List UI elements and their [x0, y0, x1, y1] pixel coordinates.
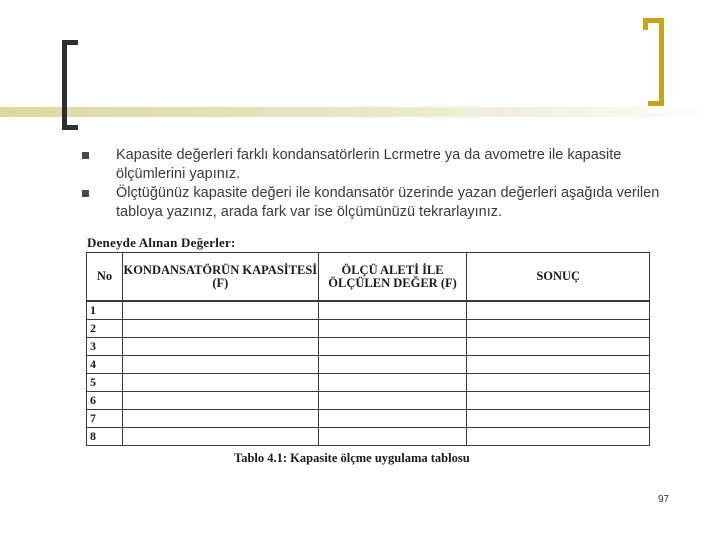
decorative-bracket-right	[648, 18, 664, 106]
measurement-table	[86, 252, 650, 446]
table-row	[87, 410, 650, 428]
row-number: 8	[87, 428, 123, 446]
bullet-square-icon	[82, 190, 89, 197]
table-row	[87, 374, 650, 392]
cell-result	[467, 428, 650, 446]
table-section-title: Deneyde Alınan Değerler:	[87, 235, 236, 250]
cell-measured	[318, 338, 467, 356]
row-number: 6	[87, 392, 123, 410]
table-row	[87, 428, 650, 446]
decorative-bar	[0, 107, 720, 117]
cell-capacitance	[122, 410, 318, 428]
decorative-bracket-right-tab	[643, 18, 648, 30]
table-caption: Tablo 4.1: Kapasite ölçme uygulama tablosu	[234, 451, 470, 465]
row-number: 2	[87, 320, 123, 338]
table-row	[87, 338, 650, 356]
header-measured-value: ÖLÇÜ ALETİ İLE ÖLÇÜLEN DEĞER (F)	[318, 253, 467, 302]
cell-result	[467, 374, 650, 392]
page-number: 97	[658, 494, 670, 505]
cell-measured	[318, 374, 467, 392]
cell-measured	[318, 301, 467, 320]
cell-capacitance	[122, 338, 318, 356]
header-result: SONUÇ	[467, 253, 650, 302]
cell-result	[467, 410, 650, 428]
cell-capacitance	[122, 320, 318, 338]
table-header-row	[87, 253, 650, 302]
cell-measured	[318, 392, 467, 410]
table-row	[87, 301, 650, 320]
bullet-list	[80, 146, 680, 222]
cell-result	[467, 338, 650, 356]
cell-measured	[318, 356, 467, 374]
row-number: 3	[87, 338, 123, 356]
cell-capacitance	[122, 392, 318, 410]
row-number: 4	[87, 356, 123, 374]
row-number: 1	[87, 301, 123, 320]
cell-result	[467, 356, 650, 374]
cell-result	[467, 320, 650, 338]
bullet-item	[80, 184, 680, 222]
bullet-square-icon	[82, 152, 89, 159]
header-capacitance: KONDANSATÖRÜN KAPASİTESİ (F)	[122, 253, 318, 302]
table-row	[87, 356, 650, 374]
cell-capacitance	[122, 301, 318, 320]
cell-result	[467, 392, 650, 410]
bullet-text: Kapasite değerleri farklı kondansatörlerin Lcrmetre ya da avometre ile kapasite ölçümlerini yapınız.	[116, 147, 622, 182]
measurement-table-figure	[84, 235, 680, 470]
table-row	[87, 320, 650, 338]
cell-capacitance	[122, 428, 318, 446]
row-number: 5	[87, 374, 123, 392]
cell-capacitance	[122, 356, 318, 374]
cell-result	[467, 301, 650, 320]
cell-measured	[318, 320, 467, 338]
table-row	[87, 392, 650, 410]
cell-measured	[318, 428, 467, 446]
header-no: No	[87, 253, 123, 302]
cell-measured	[318, 410, 467, 428]
decorative-bracket-left	[62, 40, 78, 130]
cell-capacitance	[122, 374, 318, 392]
bullet-text: Ölçtüğünüz kapasite değeri ile kondansatör üzerinde yazan değerleri aşağıda verilen tabloya yazınız, arada fark var ise ölçümünüzü tekrarlayınız.	[116, 185, 660, 220]
bullet-item	[80, 146, 680, 184]
row-number: 7	[87, 410, 123, 428]
